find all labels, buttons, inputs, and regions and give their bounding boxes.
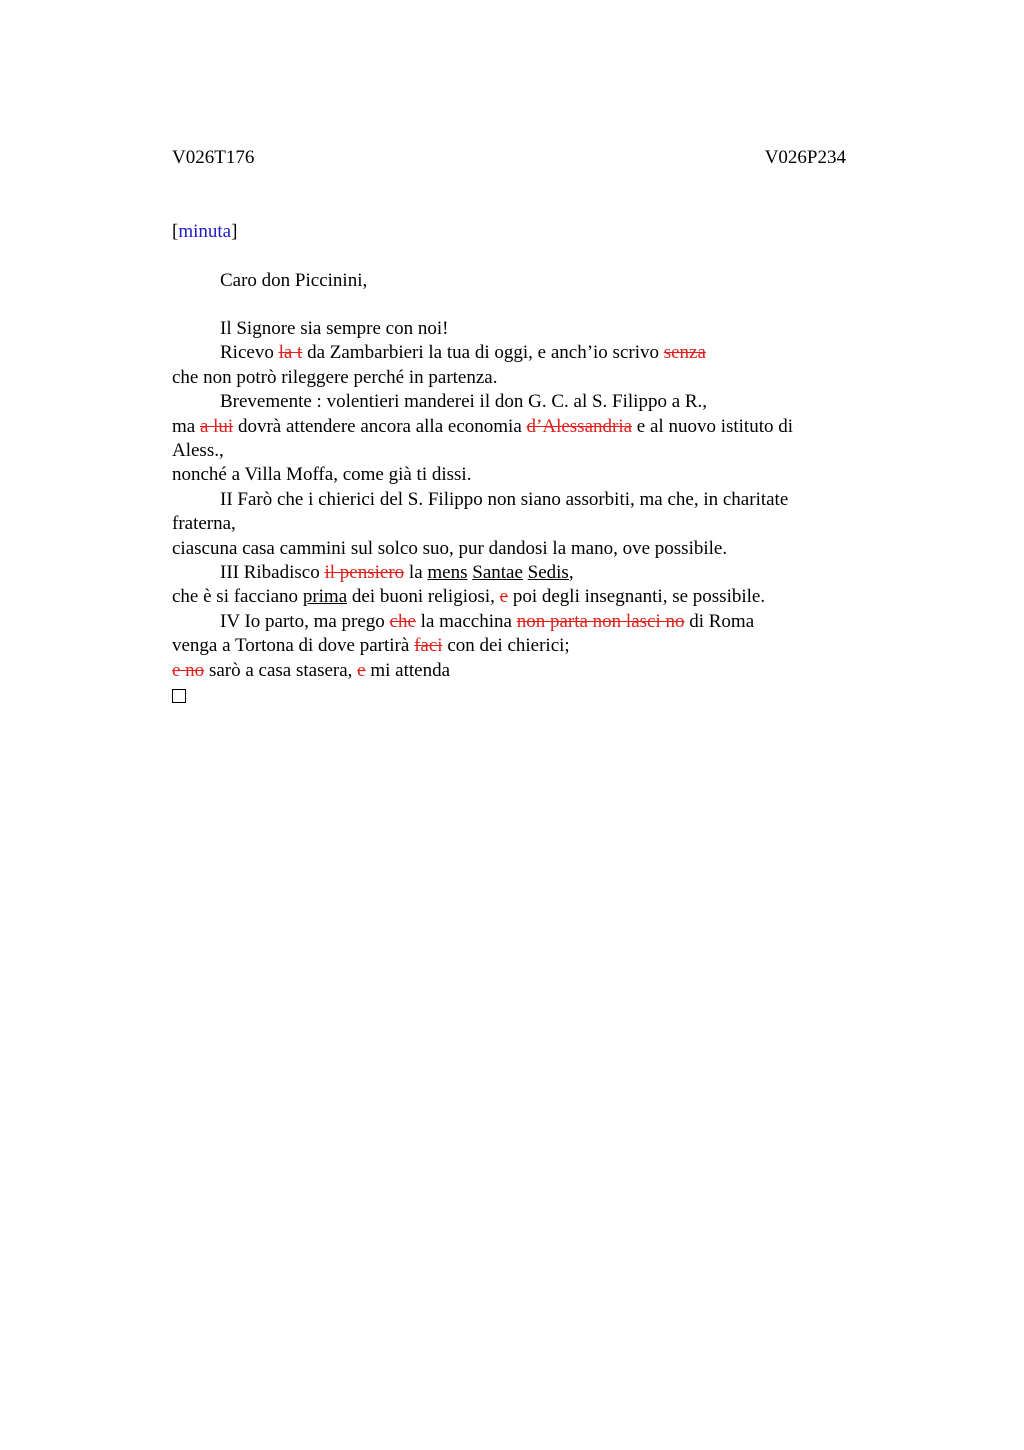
body-line: III Ribadisco il pensiero la mens Santae Sedis,: [220, 562, 574, 584]
body-line: ciascuna casa cammini sul solco suo, pur dandosi la mano, ove possibile.: [172, 537, 728, 559]
underlined-text: Sedis: [527, 562, 569, 584]
deleted-text: faci: [414, 635, 443, 657]
left-reference-code: V026T176: [172, 147, 255, 168]
body-line: Aless.,: [172, 440, 224, 462]
body-line: IV Io parto, ma prego che la macchina non parta non lasci no di Roma: [220, 610, 755, 632]
editor-note: [172, 220, 846, 244]
deleted-text: e: [357, 659, 366, 681]
deleted-text: il pensiero: [324, 562, 405, 584]
deleted-text: e no: [172, 659, 205, 681]
body-line: Brevemente : volentieri manderei il don G. C. al S. Filippo a R.,: [220, 391, 708, 413]
deleted-text: senza: [663, 342, 706, 364]
body-line: Ricevo la t da Zambarbieri la tua di oggi, e anch’io scrivo senza: [220, 342, 706, 364]
deleted-text: e: [499, 586, 509, 608]
body-line: II Farò che i chierici del S. Filippo non siano assorbiti, ma che, in charitate: [220, 488, 789, 510]
underlined-text: mens: [427, 562, 468, 584]
end-marker-box: [172, 683, 846, 709]
body-line: che non potrò rileggere perché in partenza.: [172, 366, 498, 388]
body-line: Il Signore sia sempre con noi!: [220, 318, 449, 339]
deleted-text: non parta non lasci no: [516, 610, 685, 632]
body-line: ma a lui dovrà attendere ancora alla economia d’Alessandria e al nuovo istituto di: [172, 415, 794, 437]
body-line: nonché a Villa Moffa, come già ti dissi.: [172, 464, 472, 486]
bracket-close: ]: [231, 221, 238, 242]
body-line: venga a Tortona di dove partirà faci con dei chierici;: [172, 635, 570, 657]
salutation: Caro don Piccinini,: [220, 270, 368, 291]
bracket-open: [: [172, 221, 179, 242]
underlined-text: prima: [302, 586, 348, 608]
draft-tag: minuta: [178, 221, 232, 242]
deleted-text: la t: [278, 342, 303, 364]
body-line: che è si facciano prima dei buoni religiosi, e poi degli insegnanti, se possibile.: [172, 586, 766, 608]
reference-header: [172, 146, 846, 170]
body-line: fraterna,: [172, 513, 236, 535]
letter-body: [172, 317, 846, 709]
right-reference-code: V026P234: [764, 147, 846, 168]
underlined-text: Santae: [472, 562, 523, 584]
letter-page: [172, 146, 846, 709]
deleted-text: che: [389, 610, 416, 632]
deleted-text: d’Alessandria: [526, 415, 633, 437]
body-line: e no sarò a casa stasera, e mi attenda: [172, 659, 451, 681]
deleted-text: a lui: [199, 415, 234, 437]
